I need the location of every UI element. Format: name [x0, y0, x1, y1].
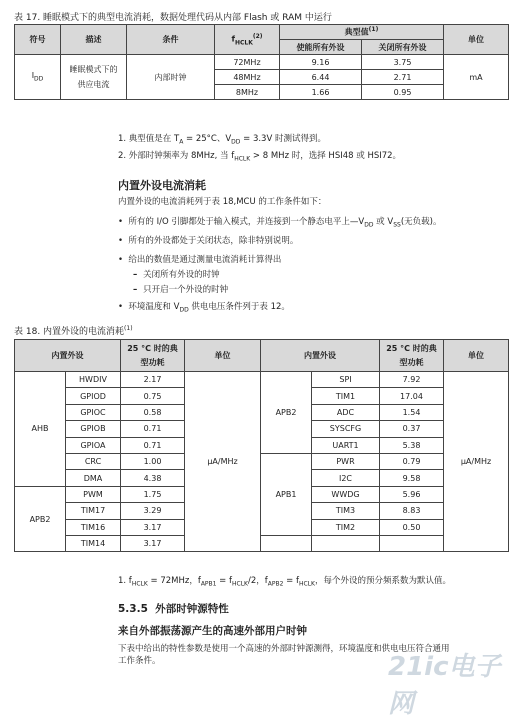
t18-periph-value: 8.83 [380, 503, 444, 519]
t18-header-temp-right [380, 340, 444, 372]
bullet-text: 给出的数值是通过测量电流消耗计算得出 [128, 255, 282, 265]
t17-desc-line1: 睡眠模式下的 [69, 65, 118, 74]
note-sub: APB2 [267, 580, 284, 588]
t18-periph-name: PWR [312, 453, 380, 469]
t18-periph-name: I2C [312, 470, 380, 486]
t17-header-fhclk [215, 25, 280, 55]
bullet-3 [118, 253, 281, 265]
t18-periph-name: HWDIV [66, 372, 121, 388]
watermark-logo: 21ic电子网 [388, 652, 501, 719]
note-text: = f [283, 576, 299, 586]
t18-periph-name: GPIOC [66, 404, 121, 420]
note-text: 2. 外部时钟频率为 8MHz, 当 f [118, 151, 235, 161]
t18-periph-value: 0.79 [380, 453, 444, 469]
t18-bus-left: APB2 [15, 486, 66, 552]
t17-header-symbol: 符号 [15, 25, 61, 55]
bullet-2 [118, 234, 298, 246]
t18-periph-value: 3.17 [121, 535, 185, 551]
t18-bus-right: APB2 [261, 372, 312, 454]
t18-periph-name: GPIOB [66, 421, 121, 437]
t18-header-periph-left: 内置外设 [15, 340, 121, 372]
t17-freq: 72MHz [215, 55, 280, 70]
note-text: = 72MHz，f [147, 576, 201, 586]
t18-empty [312, 535, 380, 551]
t17-header-cond: 条件 [127, 25, 215, 55]
bullet-text: 供电电压条件列于表 12。 [188, 302, 290, 312]
t18-periph-name: WWDG [312, 486, 380, 502]
t18-periph-value: 5.96 [380, 486, 444, 502]
t17-val-off: 3.75 [362, 55, 444, 70]
caption-text: 表 18. 内置外设的电流消耗 [14, 327, 125, 337]
table17-caption: 表 17. 睡眠模式下的典型电流消耗，数据处理代码从内部 Flash 或 RAM 中运行 [14, 13, 332, 23]
bullet-sub: DD [364, 221, 374, 229]
t18-empty [261, 535, 312, 551]
t18-temp-line2: 型功耗 [399, 357, 424, 367]
bullet-sub: SS [393, 221, 401, 229]
bullet-text: 所有的外设都处于关闭状态，除非特别说明。 [128, 236, 299, 246]
table18 [14, 339, 509, 552]
bullet-text: 或 V [373, 217, 394, 227]
note-sub: DD [231, 138, 241, 146]
bullet-dot: • [118, 236, 129, 246]
t17-note-1 [118, 132, 326, 146]
t18-periph-value: 5.38 [380, 437, 444, 453]
t17-cond: 内部时钟 [127, 55, 215, 100]
bullet-dot: • [118, 255, 129, 265]
t18-header-periph-right: 内置外设 [261, 340, 380, 372]
t18-periph-value: 2.17 [121, 372, 185, 388]
t18-row [15, 535, 509, 551]
bullet-1 [118, 215, 441, 229]
t18-periph-value: 1.75 [121, 486, 185, 502]
t18-unit-left: μA/MHz [185, 372, 261, 552]
t18-periph-value: 0.71 [121, 437, 185, 453]
note-sub: HCLK [234, 155, 251, 163]
t18-periph-name: CRC [66, 453, 121, 469]
bullet-text: 所有的 I/O 引脚都处于输入模式，并连接到一个静态电平上—V [128, 217, 365, 227]
t18-temp-line1: 25 °C 时的典 [127, 343, 178, 353]
t18-row [15, 453, 509, 469]
paragraph-line2: 工作条件。 [118, 656, 161, 666]
t18-row [15, 372, 509, 388]
t17-note-2 [118, 149, 401, 163]
sub-bullet-text: 只开启一个外设的时钟 [143, 285, 229, 295]
t17-typ-sup: (1) [368, 26, 379, 34]
t18-periph-value: 3.29 [121, 503, 185, 519]
t18-periph-value: 7.92 [380, 372, 444, 388]
t17-header-all-on: 使能所有外设 [280, 40, 362, 55]
t17-fhclk-label: f [231, 34, 235, 44]
note-text: ，每个外设的预分频系数为默认值。 [314, 576, 451, 586]
table17 [14, 24, 509, 100]
t17-val-on: 1.66 [280, 85, 362, 100]
t18-periph-name: PWM [66, 486, 121, 502]
t18-unit-right: μA/MHz [444, 372, 509, 552]
bullet-sub: DD [179, 306, 189, 314]
t17-header-all-off: 关闭所有外设 [362, 40, 444, 55]
bullet-dot: • [118, 217, 129, 227]
dash-mark: – [133, 270, 144, 280]
t18-empty [380, 535, 444, 551]
paragraph-line1: 下表中给出的特性参数是使用一个高速的外部时钟源测得，环境温度和供电电压符合通用 [118, 644, 450, 654]
note-text: 1. 典型值是在 T [118, 134, 180, 144]
note-sub: A [179, 138, 184, 146]
t17-val-off: 2.71 [362, 70, 444, 85]
t18-periph-value: 0.75 [121, 388, 185, 404]
t18-periph-value: 1.54 [380, 404, 444, 420]
t18-temp-line1: 25 °C 时的典 [386, 343, 437, 353]
t18-periph-name: GPIOD [66, 388, 121, 404]
bullet-text: (无负载)。 [400, 217, 442, 227]
t18-periph-value: 3.17 [121, 519, 185, 535]
subsection-heading: 来自外部振荡源产生的高速外部用户时钟 [118, 625, 307, 637]
t17-header-desc: 描述 [61, 25, 127, 55]
t17-symbol-text: I [31, 71, 35, 81]
section-heading-peripheral-current: 内置外设电流消耗 [118, 179, 206, 192]
t18-periph-name: TIM14 [66, 535, 121, 551]
t18-periph-value: 17.04 [380, 388, 444, 404]
section-5-3-5-heading [118, 601, 229, 616]
note-sub: HCLK [232, 580, 248, 588]
note-text: /2，f [248, 576, 268, 586]
t18-periph-name: TIM16 [66, 519, 121, 535]
sub-bullet-1 [133, 268, 220, 280]
sub-bullet-2 [133, 283, 228, 295]
section-intro: 内置外设的电流消耗列于表 18,MCU 的工作条件如下： [118, 197, 327, 207]
t18-temp-line2: 型功耗 [140, 357, 165, 367]
t17-val-on: 9.16 [280, 55, 362, 70]
t18-periph-name: TIM2 [312, 519, 380, 535]
caption-sup: (1) [124, 325, 133, 332]
t18-header-unit-right: 单位 [444, 340, 509, 372]
note-sub: HCLK [298, 580, 315, 588]
note-text: > 8 MHz 时，选择 HSI48 或 HSI72。 [250, 151, 402, 161]
t18-header-temp-left [121, 340, 185, 372]
bullet-dot: • [118, 302, 129, 312]
note-sub: APB1 [200, 580, 217, 588]
t18-bus-left: AHB [15, 372, 66, 487]
t17-val-off: 0.95 [362, 85, 444, 100]
t17-desc [61, 55, 127, 100]
bullet-text: 环境温度和 V [128, 302, 180, 312]
t17-desc-line2: 供应电流 [77, 80, 110, 89]
t18-periph-name: ADC [312, 404, 380, 420]
dash-mark: – [133, 285, 144, 295]
t18-periph-value: 0.71 [121, 421, 185, 437]
t18-periph-value: 0.50 [380, 519, 444, 535]
note-sub: HCLK [131, 580, 148, 588]
t17-symbol-sub: DD [34, 75, 44, 83]
t18-header-unit-left: 单位 [185, 340, 261, 372]
t17-typ-label: 典型值 [344, 27, 369, 37]
t17-freq: 48MHz [215, 70, 280, 85]
t17-val-on: 6.44 [280, 70, 362, 85]
t18-periph-name: TIM3 [312, 503, 380, 519]
t17-fhclk-sup: (2) [252, 32, 263, 40]
t18-periph-value: 0.37 [380, 421, 444, 437]
bullet-4 [118, 300, 290, 314]
note-text: 1. f [118, 576, 132, 586]
t17-symbol [15, 55, 61, 100]
t17-fhclk-sub: HCLK [234, 39, 253, 47]
t17-header-typ [280, 25, 444, 40]
section-title: 外部时钟源特性 [155, 603, 229, 615]
note-text: = 3.3V 时测试得到。 [240, 134, 326, 144]
t18-periph-name: DMA [66, 470, 121, 486]
note-text: = f [216, 576, 233, 586]
t18-periph-name: GPIOA [66, 437, 121, 453]
t18-periph-value: 4.38 [121, 470, 185, 486]
t18-periph-name: SPI [312, 372, 380, 388]
t18-periph-value: 0.58 [121, 404, 185, 420]
t17-header-unit: 单位 [444, 25, 509, 55]
note-text: = 25°C、V [183, 134, 232, 144]
t17-unit: mA [444, 55, 509, 100]
t18-periph-value: 1.00 [121, 453, 185, 469]
table18-caption [14, 324, 133, 337]
t18-periph-name: UART1 [312, 437, 380, 453]
t18-periph-name: SYSCFG [312, 421, 380, 437]
t18-periph-value: 9.58 [380, 470, 444, 486]
t17-freq: 8MHz [215, 85, 280, 100]
sub-bullet-text: 关闭所有外设的时钟 [143, 270, 220, 280]
t18-periph-name: TIM1 [312, 388, 380, 404]
t18-periph-name: TIM17 [66, 503, 121, 519]
t18-bus-right: APB1 [261, 453, 312, 535]
t18-note-1 [118, 574, 451, 588]
section-number: 5.3.5 [118, 603, 148, 615]
